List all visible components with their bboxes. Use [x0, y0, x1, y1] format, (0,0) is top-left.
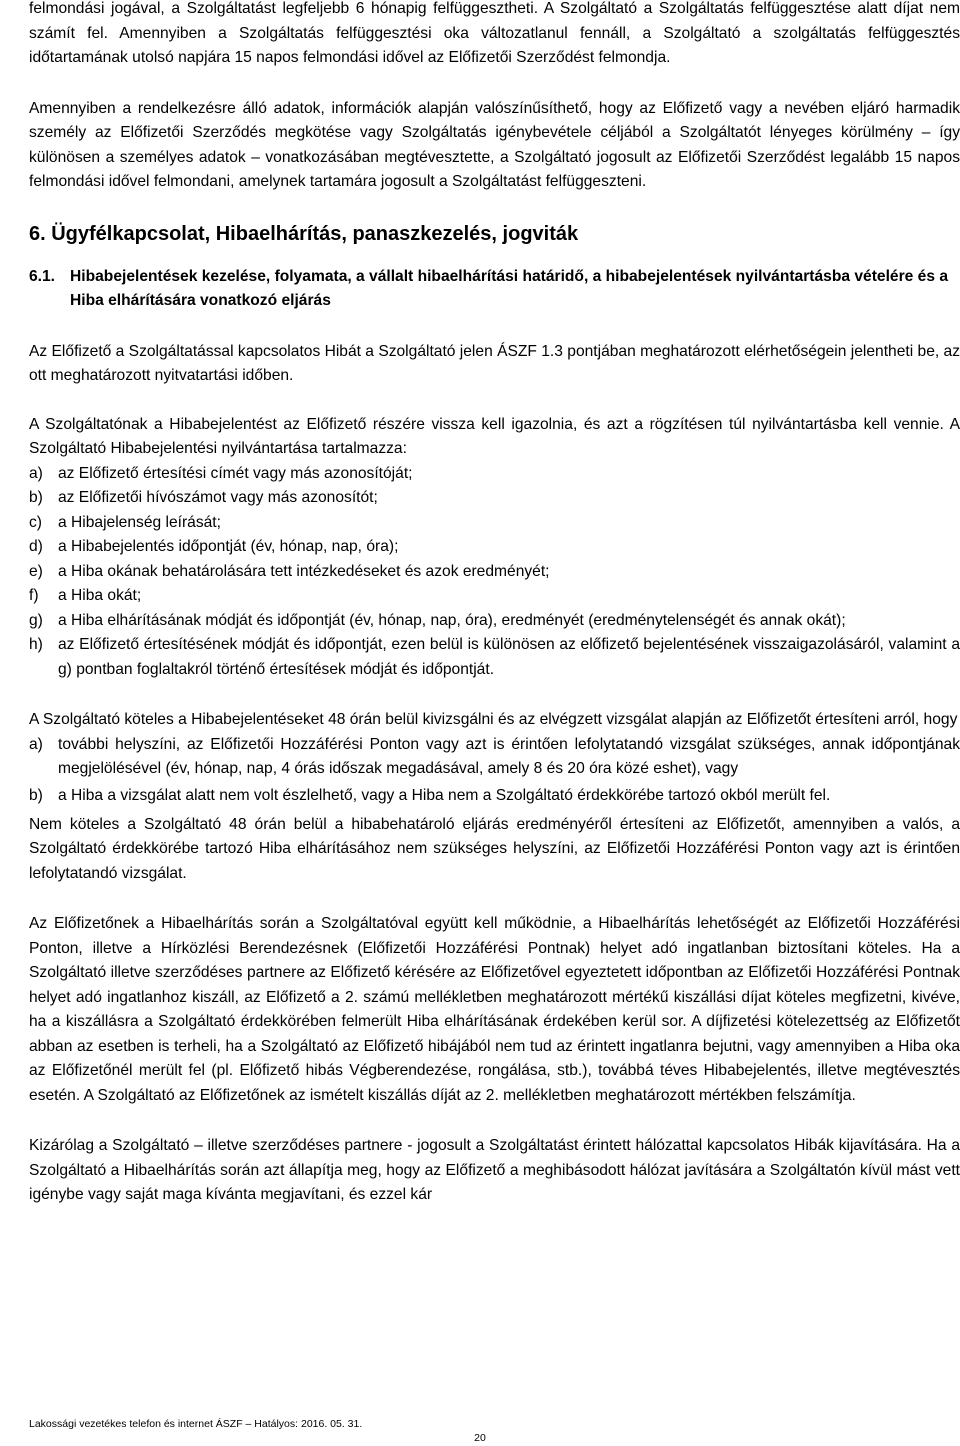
list-item [29, 782, 960, 809]
list-item-label: f) [29, 587, 39, 604]
list-item [29, 462, 960, 487]
register-list [29, 462, 960, 683]
list-item-text: az Előfizetői hívószámot vagy más azonosítót; [58, 489, 378, 506]
page-footer: Lakossági vezetékes telefon és internet ÁSZF – Hatályos: 2016. 05. 31. [29, 1418, 363, 1430]
list-item [29, 511, 960, 536]
list-item-label: a) [29, 735, 43, 753]
list-item-text: a Hiba a vizsgálat alatt nem volt észlelhető, vagy a Hiba nem a Szolgáltató érdekkörébe tartozó okból merült fel. [58, 786, 831, 804]
list-item-label: a) [29, 464, 43, 482]
subsection-title: Hibabejelentések kezelése, folyamata, a vállalt hibaelhárítási határidő, a hibabejelentések nyilvántartásba vételére és a Hiba elhárítására vonatkozó eljárás [70, 267, 949, 309]
list-item [29, 609, 960, 634]
list-item [29, 486, 960, 511]
list-item [29, 560, 960, 585]
paragraph-48h-intro: A Szolgáltató köteles a Hibabejelentéseket 48 órán belül kivizsgálni és az elvégzett vizsgálat alapján az Előfizetőt értesíteni arról, hogy [29, 711, 958, 728]
subsection-heading [29, 265, 960, 314]
list-item-label: d) [29, 538, 43, 555]
paragraph-fault-report: Az Előfizető a Szolgáltatással kapcsolatos Hibát a Szolgáltató jelen ÁSZF 1.3 pontjában meghatározott elérhetőségein jelentheti be, az ott meghatározott nyitvatartási időben. [29, 342, 960, 384]
list-item [29, 633, 960, 682]
list-item-text: az Előfizető értesítési címét vagy más azonosítóját; [58, 464, 413, 482]
list-item-label: b) [29, 489, 43, 506]
check-list [29, 733, 960, 809]
list-item-label: e) [29, 562, 43, 580]
document-page [29, 0, 960, 1208]
page-number: 20 [474, 1432, 486, 1444]
paragraph-suspension-continued: felmondási jogával, a Szolgáltatást legfeljebb 6 hónapig felfüggesztheti. A Szolgáltató a Szolgáltatás felfüggesztése alatt díjat nem számít fel. Amennyiben a Szolgáltatás felfüggesztési oka változatlanul fennáll, a Szolgáltató a szolgáltatás felfüggesztés időtartamának utolsó napjára 15 napos felmondási idővel az Előfizetői Szerződést felmondja. [29, 0, 960, 66]
list-item-text: az Előfizető értesítésének módját és időpontját, ezen belül is különösen az előfizető bejelentésének visszaigazolásáról, valamint a g) pontban foglaltakról történő értesítések módját és időpontját. [58, 636, 960, 678]
section-heading: 6. Ügyfélkapcsolat, Hibaelhárítás, panaszkezelés, jogviták [29, 222, 579, 245]
list-item-text: a Hibabejelentés időpontját (év, hónap, nap, óra); [58, 538, 399, 555]
paragraph-cooperation: Az Előfizetőnek a Hibaelhárítás során a Szolgáltatóval együtt kell működnie, a Hibaelhárítás lehetőségét az Előfizetői Hozzáférési Ponton, illetve a Hírközlési Berendezésnek (Előfizetői Hozzáférési Pontnak) helyet adó ingatlanban biztosítani köteles. Ha a Szolgáltató illetve szerződéses partnere az Előfizető kérésére az Előfizetővel egyeztetett időpontban az Előfizetői Hozzáférési Pontnak helyet adó ingatlanhoz kiszáll, az Előfizető a 2. számú mellékletben meghatározott mértékű kiszállási díjat köteles megfizetni, kivéve, ha a kiszállásra a Szolgáltató érdekkörében felmerült Hiba elhárításának érdekében kerül sor. A díjfizetési kötelezettség az Előfizetőt abban az esetben is terheli, ha a Szolgáltató az Előfizető hibájából nem tud az érintett ingatlanra bejutni, vagy amennyiben a Hiba oka az Előfizetőnél merült fel (pl. Előfizető hibás Végberendezése, rongálása, stb.), továbbá téves Hibabejelentés, illetve megtévesztés esetén. A Szolgáltató az Előfizetőnek az ismételt kiszállás díját az 2. mellékletben meghatározott mértékben felszámítja. [29, 915, 960, 1104]
subsection-number: 6.1. [29, 267, 56, 285]
paragraph-not-obliged: Nem köteles a Szolgáltató 48 órán belül a hibabehatároló eljárás eredményéről értesíteni az Előfizetőt, amennyiben a valós, a Szolgáltató érdekkörébe tartozó Hiba elhárításához nem szükséges helyszíni, az Előfizetői Hozzáférési Ponton vagy azt is érintően lefolytatandó vizsgálat. [29, 815, 960, 882]
paragraph-register-intro: A Szolgáltatónak a Hibabejelentést az Előfizető részére vissza kell igazolnia, és azt a rögzítésen túl nyilvántartásba kell vennie. A Szolgáltató Hibabejelentési nyilvántartása tartalmazza: [29, 415, 960, 457]
list-item-text: a Hiba elhárításának módját és időpontját (év, hónap, nap, óra), eredményét (eredménytelenségét és annak okát); [58, 611, 846, 629]
list-item-label: c) [29, 513, 42, 531]
paragraph-exclusive-repair: Kizárólag a Szolgáltató – illetve szerződéses partnere - jogosult a Szolgáltatást érintett hálózattal kapcsolatos Hibák kijavítására. Ha a Szolgáltató a Hibaelhárítás során azt állapítja meg, hogy az Előfizető a meghibásodott hálózat javítására a Szolgáltatón kívül mást vett igénybe vagy saját maga kívánta megjavítani, és ezzel kár [29, 1137, 960, 1203]
list-item [29, 584, 960, 609]
list-item-label: b) [29, 786, 43, 804]
list-item-text: további helyszíni, az Előfizetői Hozzáférési Ponton vagy azt is érintően lefolytatandó vizsgálat szükséges, annak időpontjának megjelölésével (év, hónap, nap, 4 órás időszak megadásával, amely 8 és 20 óra közé eshet), vagy [58, 735, 960, 777]
list-item [29, 733, 960, 782]
list-item-text: a Hiba okának behatárolására tett intézkedéseket és azok eredményét; [58, 562, 550, 580]
list-item [29, 535, 960, 560]
list-item-text: a Hibajelenség leírását; [58, 513, 221, 531]
list-item-text: a Hiba okát; [58, 587, 142, 604]
list-item-label: g) [29, 611, 43, 629]
list-item-label: h) [29, 636, 43, 653]
paragraph-fraud-termination: Amennyiben a rendelkezésre álló adatok, információk alapján valószínűsíthető, hogy az Előfizető vagy a nevében eljáró harmadik személy az Előfizetői Szerződés megkötése vagy Szolgáltatás igénybevétele céljából a Szolgáltatót lényeges körülmény – így különösen a személyes adatok – vonatkozásában megtévesztette, a Szolgáltató jogosult az Előfizetői Szerződést legalább 15 napos felmondási idővel felmondani, amelynek tartamára jogosult a Szolgáltatást felfüggeszteni. [29, 99, 960, 190]
